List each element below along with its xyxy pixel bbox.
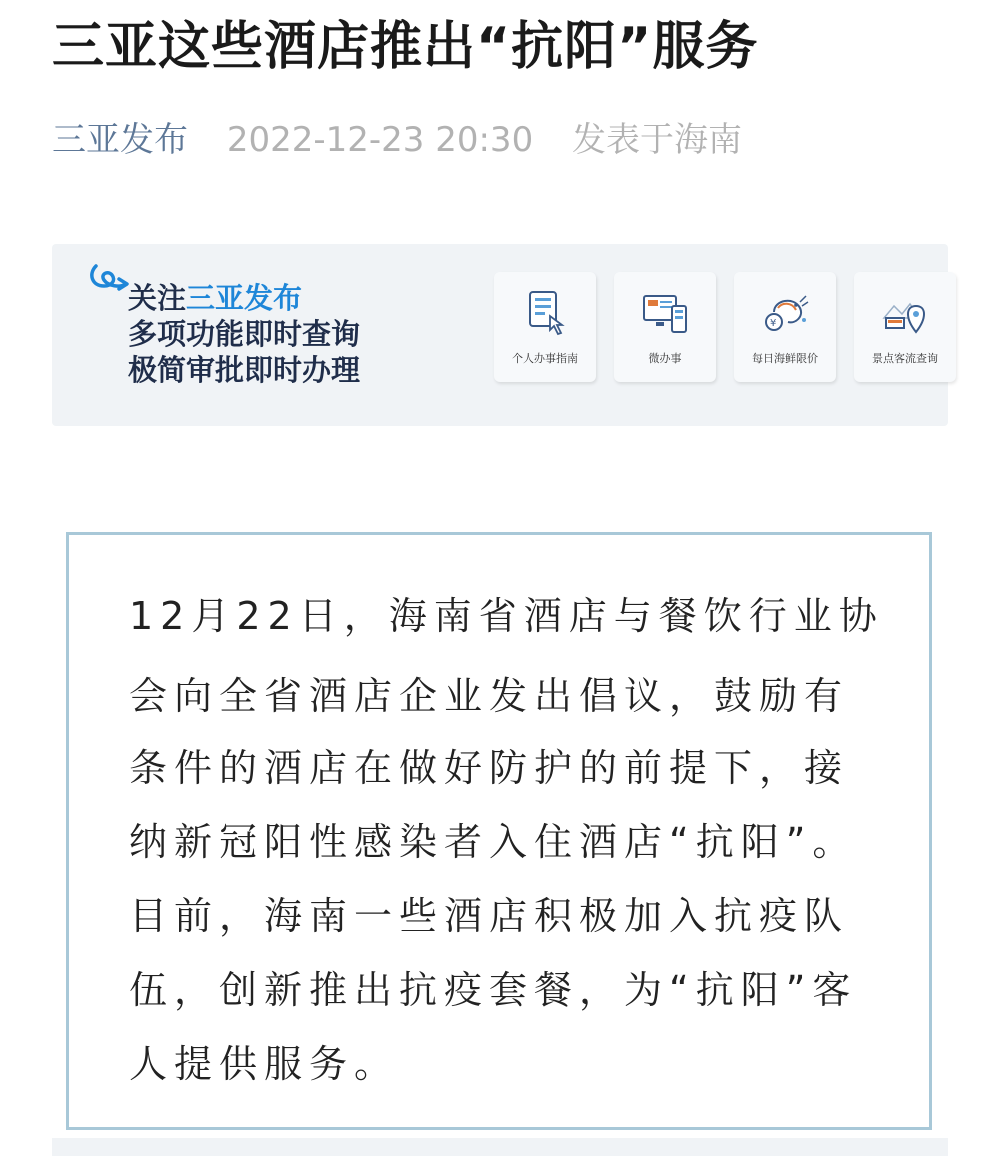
service-label: 个人办事指南 — [512, 352, 578, 365]
source-account-link[interactable]: 三亚发布 — [52, 120, 188, 160]
bottom-divider-strip — [52, 1138, 948, 1156]
svg-text:¥: ¥ — [770, 318, 777, 329]
summary-line: 目前，海南一些酒店积极加入抗疫队 — [129, 894, 850, 938]
summary-line: 伍，创新推出抗疫套餐，为“抗阳”客 — [129, 968, 858, 1012]
follow-banner[interactable] — [52, 244, 948, 426]
summary-line: 条件的酒店在做好防护的前提下，接 — [129, 746, 850, 790]
monitor-phone-icon — [640, 288, 690, 338]
service-tile-personal-guide[interactable] — [494, 272, 596, 382]
service-tile-seafood-price[interactable] — [734, 272, 836, 382]
follow-account-name[interactable]: 三亚发布 — [186, 281, 303, 315]
service-label: 每日海鲜限价 — [752, 352, 818, 365]
summary-line: 纳新冠阳性感染者入住酒店“抗阳”。 — [129, 820, 858, 864]
banner-line-1 — [128, 280, 360, 316]
service-tile-micro-affairs[interactable] — [614, 272, 716, 382]
document-touch-icon — [520, 288, 570, 338]
publish-datetime: 2022-12-23 20:30 — [226, 120, 534, 160]
service-label: 景点客流查询 — [872, 352, 938, 365]
publish-location: 发表于海南 — [572, 120, 743, 160]
banner-line-2: 多项功能即时查询 — [128, 317, 361, 351]
scenic-location-icon — [880, 288, 930, 338]
summary-line: 12月22日，海南省酒店与餐饮行业协 — [129, 594, 884, 638]
banner-text — [128, 280, 360, 388]
article-meta — [52, 112, 742, 161]
summary-line: 会向全省酒店企业发出倡议，鼓励有 — [129, 674, 850, 718]
summary-card — [66, 532, 932, 1130]
follow-prefix: 关注 — [128, 281, 187, 315]
service-tile-scenic-flow[interactable] — [854, 272, 956, 382]
service-label: 微办事 — [648, 352, 682, 365]
article-title: 三亚这些酒店推出“抗阳”服务 — [52, 17, 759, 77]
summary-line: 人提供服务。 — [129, 1042, 400, 1086]
shrimp-price-icon — [760, 288, 810, 338]
banner-line-3: 极简审批即时办理 — [128, 353, 361, 387]
hook-arrow-icon — [86, 258, 130, 302]
